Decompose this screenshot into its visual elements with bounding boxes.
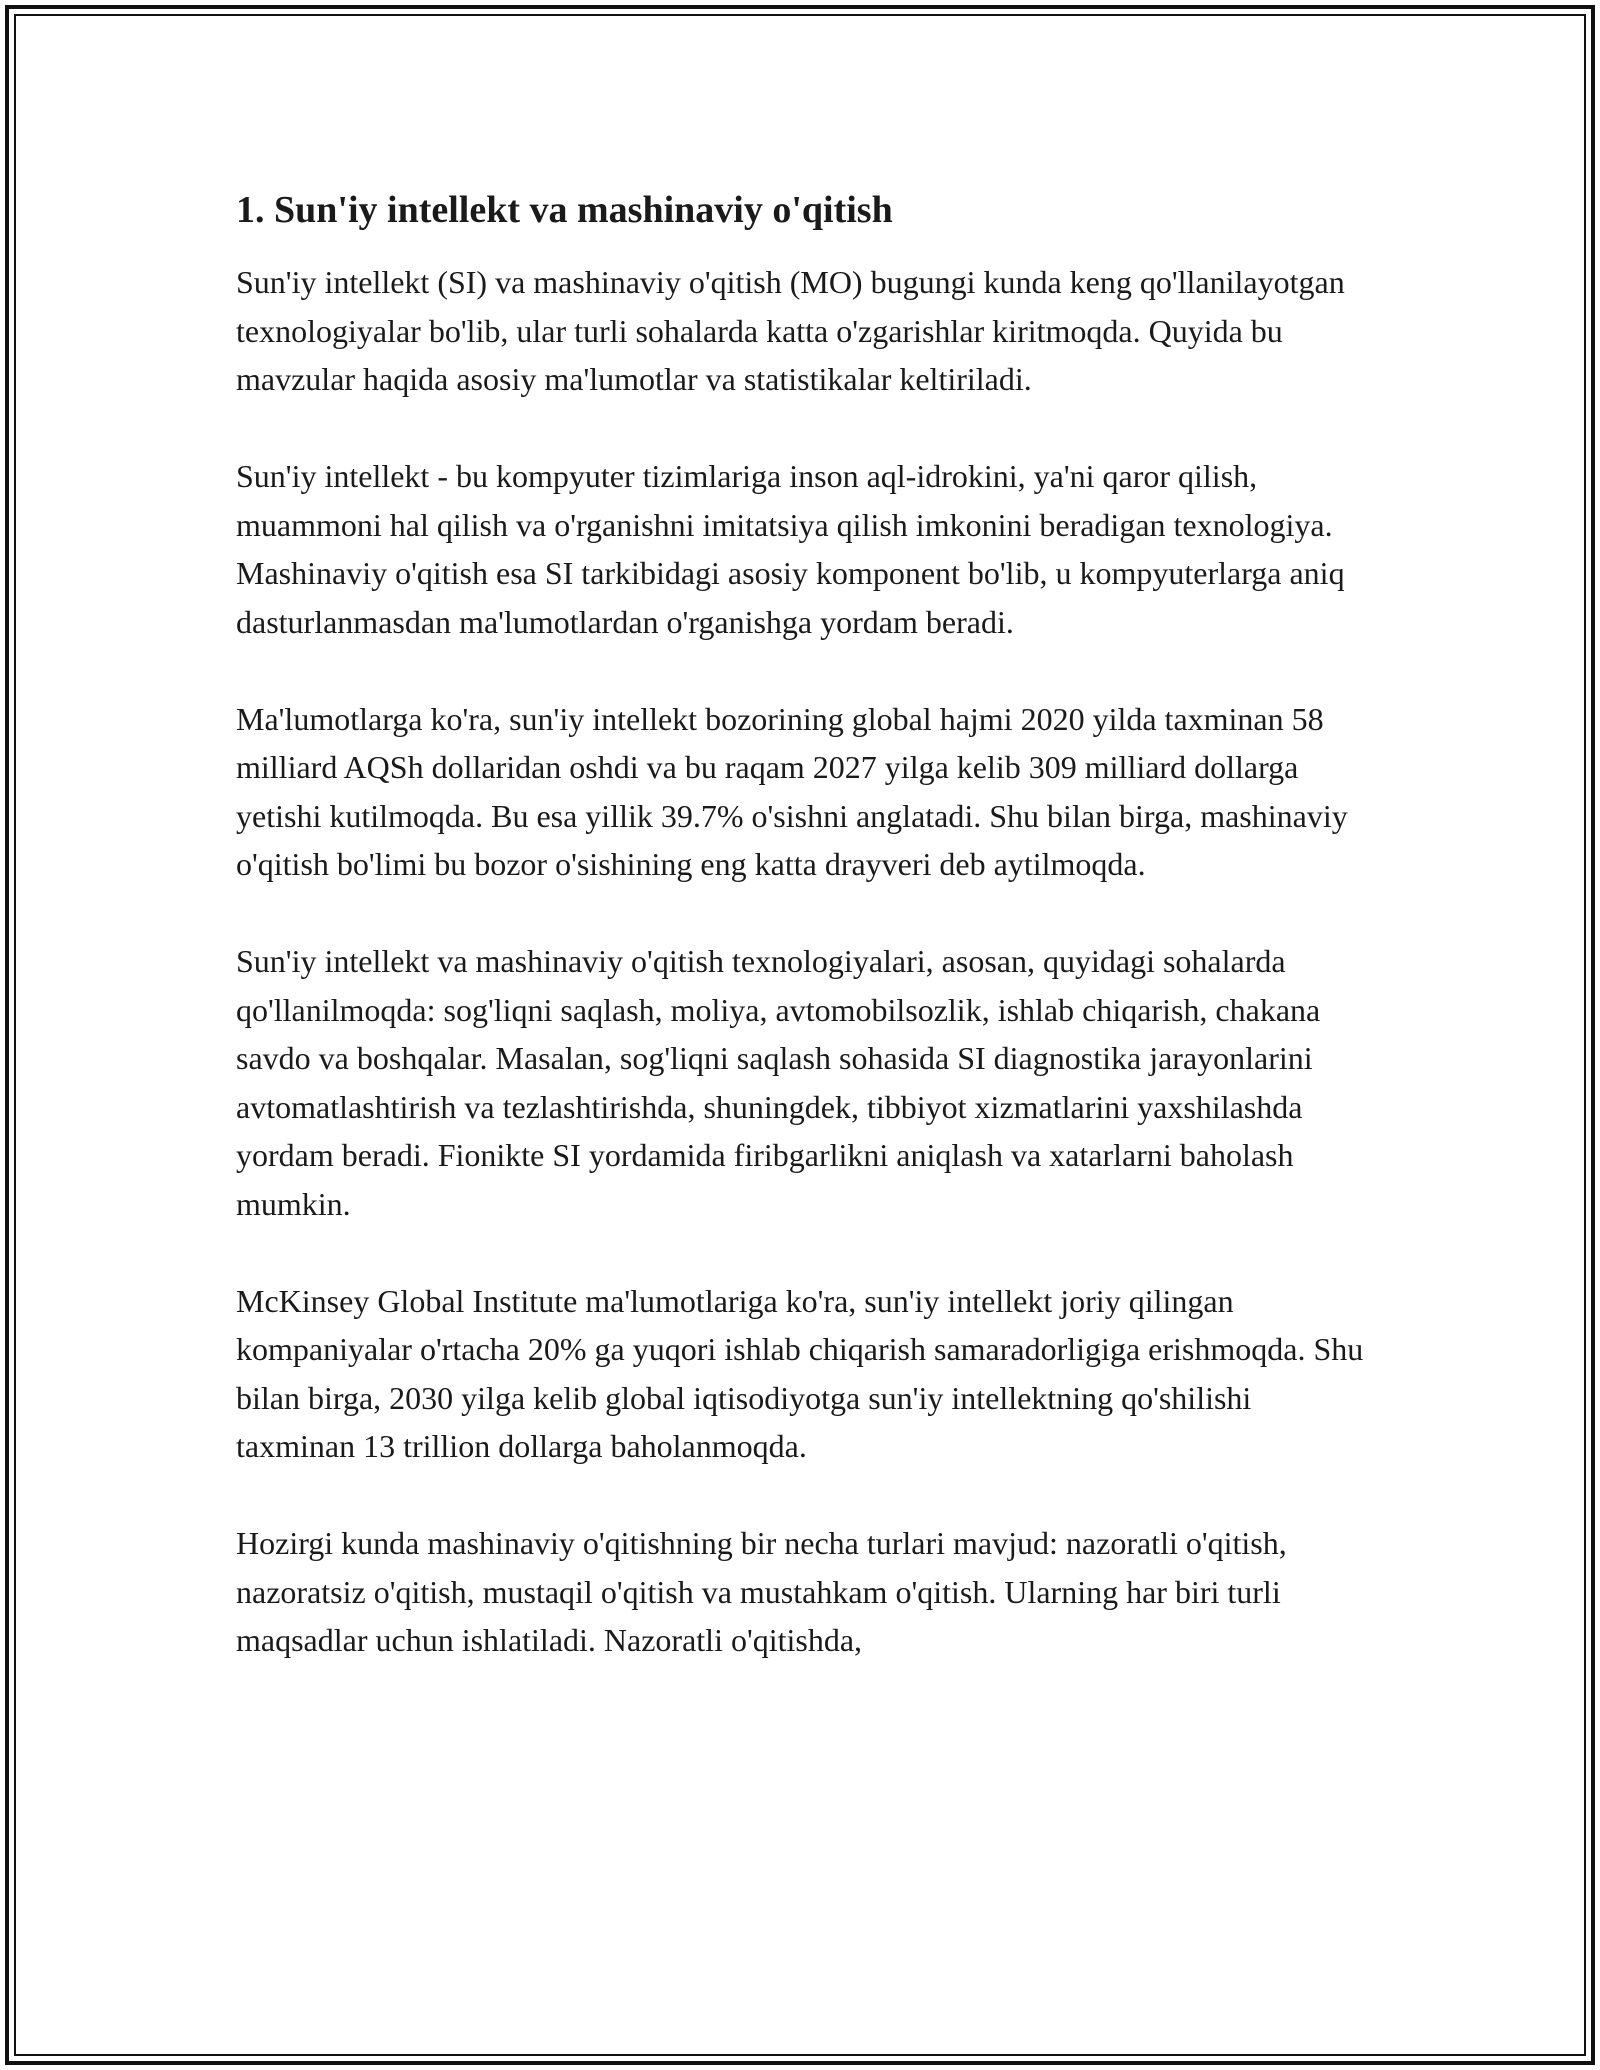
paragraph-market-size: Ma'lumotlarga ko'ra, sun'iy intellekt bozorining global hajmi 2020 yilda taxminan 58 milliard AQSh dollaridan oshdi va bu raqam 2027 yilga kelib 309 milliard dollarga yetishi kutilmoqda. Bu esa yillik 39.7% o'sishni anglatadi. Shu bilan birga, mashinaviy o'qitish bo'limi bu bozor o'sishining eng katta drayveri deb aytilmoqda. bbox=[236, 700, 1348, 882]
paragraph-applications: Sun'iy intellekt va mashinaviy o'qitish texnologiyalari, asosan, quyidagi sohalarda qo'llanilmoqda: sog'liqni saqlash, moliya, avtomobilsozlik, ishlab chiqarish, chakana savdo va boshqalar. Masalan, sog'liqni saqlash sohasida SI diagnostika jarayonlarini avtomatlashtirish va tezlashtirishda, shuningdek, tibbiyot xizmatlarini yaxshilashda yordam beradi. Fionikte SI yordamida firibgarlikni aniqlash va xatarlarni baholash mumkin. bbox=[236, 943, 1321, 1222]
paragraph-ml-types: Hozirgi kunda mashinaviy o'qitishning bir necha turlari mavjud: nazoratli o'qitish, nazoratsiz o'qitish, mustaqil o'qitish va mustahkam o'qitish. Ularning har biri turli maqsadlar uchun ishlatiladi. Nazoratli o'qitishda, bbox=[236, 1525, 1287, 1658]
section-heading: 1. Sun'iy intellekt va mashinaviy o'qitish bbox=[236, 189, 893, 231]
document-body bbox=[236, 186, 1376, 1713]
paragraph-intro: Sun'iy intellekt (SI) va mashinaviy o'qitish (MO) bugungi kunda keng qo'llanilayotgan texnologiyalar bo'lib, ular turli sohalarda katta o'zgarishlar kiritmoqda. Quyida bu mavzular haqida asosiy ma'lumotlar va statistikalar keltiriladi. bbox=[236, 264, 1345, 397]
paragraph-mckinsey: McKinsey Global Institute ma'lumotlariga ko'ra, sun'iy intellekt joriy qilingan kompaniyalar o'rtacha 20% ga yuqori ishlab chiqarish samaradorligiga erishmoqda. Shu bilan birga, 2030 yilga kelib global iqtisodiyotga sun'iy intellektning qo'shilishi taxminan 13 trillion dollarga baholanmoqda. bbox=[236, 1282, 1364, 1464]
paragraph-definition: Sun'iy intellekt - bu kompyuter tizimlariga inson aql-idrokini, ya'ni qaror qilish, muammoni hal qilish va o'rganishni imitatsiya qilish imkonini beradigan texnologiya. Mashinaviy o'qitish esa SI tarkibidagi asosiy komponent bo'lib, u kompyuterlarga aniq dasturlanmasdan ma'lumotlardan o'rganishga yordam beradi. bbox=[236, 458, 1345, 640]
